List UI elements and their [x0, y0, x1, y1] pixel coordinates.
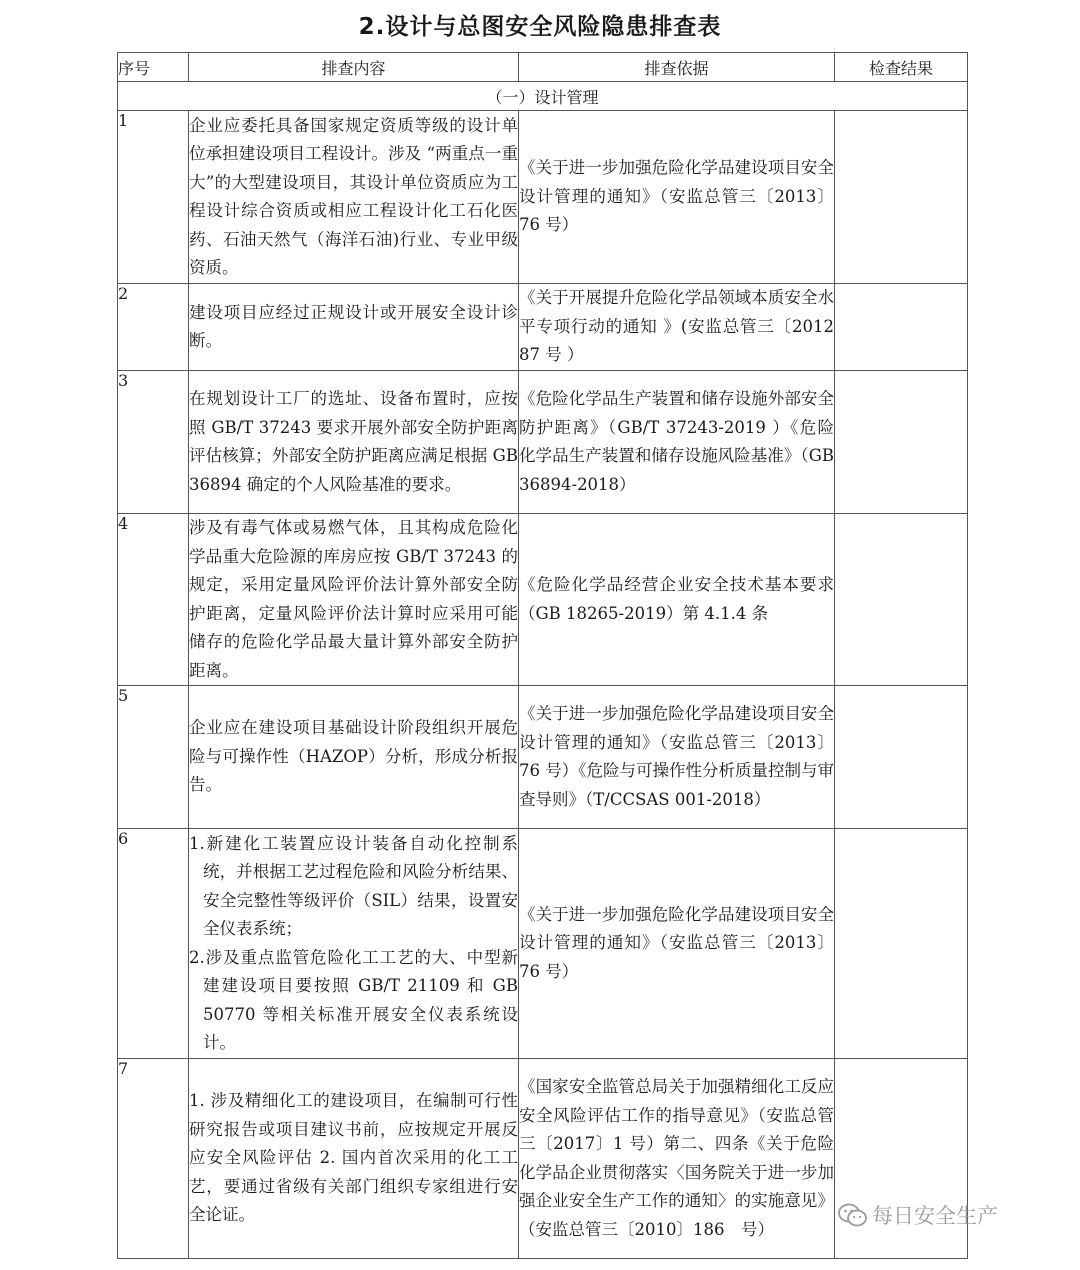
- row-basis: 《关于进一步加强危险化学品建设项目安全设计管理的通知》（安监总管三〔2013〕76 号）《危险与可操作性分析质量控制与审查导则》（T/CCSAS 001-2018）: [519, 686, 835, 829]
- content-paragraph: 1. 涉及精细化工的建设项目，在编制可行性研究报告或项目建议书前，应按规定开展反应安全风险评估 2. 国内首次采用的化工工艺，要通过省级有关部门组织专家组进行安全论证。: [189, 1091, 518, 1225]
- content-paragraph: 涉及有毒气体或易燃气体，且其构成危险化学品重大危险源的库房应按 GB/T 37243 的规定，采用定量风险评价法计算外部安全防护距离，定量风险评价法计算时应采用可能储存的危险化学品最大量计算外部安全防护距离。: [189, 518, 518, 680]
- row-result[interactable]: [835, 686, 968, 829]
- row-result[interactable]: [835, 514, 968, 686]
- row-number: 5: [118, 686, 189, 829]
- row-content: [189, 111, 519, 284]
- table-row: [118, 284, 968, 371]
- page-title: 2.设计与总图安全风险隐患排查表: [358, 14, 722, 40]
- section-row: [118, 82, 968, 111]
- row-number: 7: [118, 1059, 189, 1259]
- table-row: [118, 514, 968, 686]
- row-number: 1: [118, 111, 189, 284]
- col-header-content: 排查内容: [189, 53, 519, 82]
- row-result[interactable]: [835, 371, 968, 514]
- row-result[interactable]: [835, 284, 968, 371]
- row-number: 2: [118, 284, 189, 371]
- row-basis: 《关于开展提升危险化学品领域本质安全水平专项行动的通知 》(安监总管三〔2012 87 号 ）: [519, 284, 835, 371]
- content-paragraph: 2.涉及重点监管危险化工工艺的大、中型新建建设项目要按照 GB/T 21109 和 GB 50770 等相关标准开展安全仪表系统设计。: [189, 947, 518, 1052]
- content-paragraph: 在规划设计工厂的选址、设备布置时，应按照 GB/T 37243 要求开展外部安全防护距离评估核算；外部安全防护距离应满足根据 GB 36894 确定的个人风险基准的要求。: [189, 389, 518, 494]
- row-content: [189, 1059, 519, 1259]
- col-header-result: 检查结果: [835, 53, 968, 82]
- wechat-icon: [838, 1202, 868, 1228]
- row-number: 3: [118, 371, 189, 514]
- row-number: 4: [118, 514, 189, 686]
- section-title: （一）设计管理: [118, 82, 968, 111]
- col-header-basis: 排查依据: [519, 53, 835, 82]
- row-basis: 《国家安全监管总局关于加强精细化工反应安全风险评估工作的指导意见》（安监总管三〔2017〕1 号）第二、四条《关于危险化学品企业贯彻落实〈国务院关于进一步加强企业安全生产工作的通知〉的实施意见》（安监总管三〔2010〕186 号）: [519, 1059, 835, 1259]
- content-paragraph: 企业应委托具备国家规定资质等级的设计单位承担建设项目工程设计。涉及 “两重点一重大”的大型建设项目，其设计单位资质应为工程设计综合资质或相应工程设计化工石化医药、石油天然气（海洋石油)行业、专业甲级资质。: [189, 115, 518, 277]
- content-paragraph: 建设项目应经过正规设计或开展安全设计诊断。: [189, 302, 518, 350]
- col-header-number: 序号: [118, 53, 189, 82]
- table-row: [118, 686, 968, 829]
- row-basis: 《危险化学品经营企业安全技术基本要求（GB 18265-2019）第 4.1.4 条: [519, 514, 835, 686]
- header-row: [118, 53, 968, 82]
- row-basis: 《关于进一步加强危险化学品建设项目安全设计管理的通知》（安监总管三〔2013〕76 号）: [519, 111, 835, 284]
- row-basis: 《危险化学品生产装置和储存设施外部安全防护距离》（GB/T 37243-2019 ）《危险化学品生产装置和储存设施风险基准》（GB 36894-2018）: [519, 371, 835, 514]
- row-result[interactable]: [835, 111, 968, 284]
- content-paragraph: 1.新建化工装置应设计装备自动化控制系统，并根据工艺过程危险和风险分析结果、安全完整性等级评价（SIL）结果，设置安全仪表系统；: [189, 833, 518, 938]
- row-content: [189, 371, 519, 514]
- row-basis: 《关于进一步加强危险化学品建设项目安全设计管理的通知》（安监总管三〔2013〕76 号）: [519, 829, 835, 1059]
- row-content: [189, 829, 519, 1059]
- watermark: [838, 1200, 998, 1230]
- table-row: [118, 111, 968, 284]
- row-content: [189, 284, 519, 371]
- row-number: 6: [118, 829, 189, 1059]
- content-paragraph: 企业应在建设项目基础设计阶段组织开展危险与可操作性（HAZOP）分析，形成分析报告。: [189, 718, 518, 795]
- table-row: [118, 829, 968, 1059]
- row-content: [189, 514, 519, 686]
- checklist-table: [117, 52, 968, 1259]
- watermark-text: 每日安全生产: [872, 1204, 998, 1228]
- table-row: [118, 371, 968, 514]
- row-content: [189, 686, 519, 829]
- row-result[interactable]: [835, 829, 968, 1059]
